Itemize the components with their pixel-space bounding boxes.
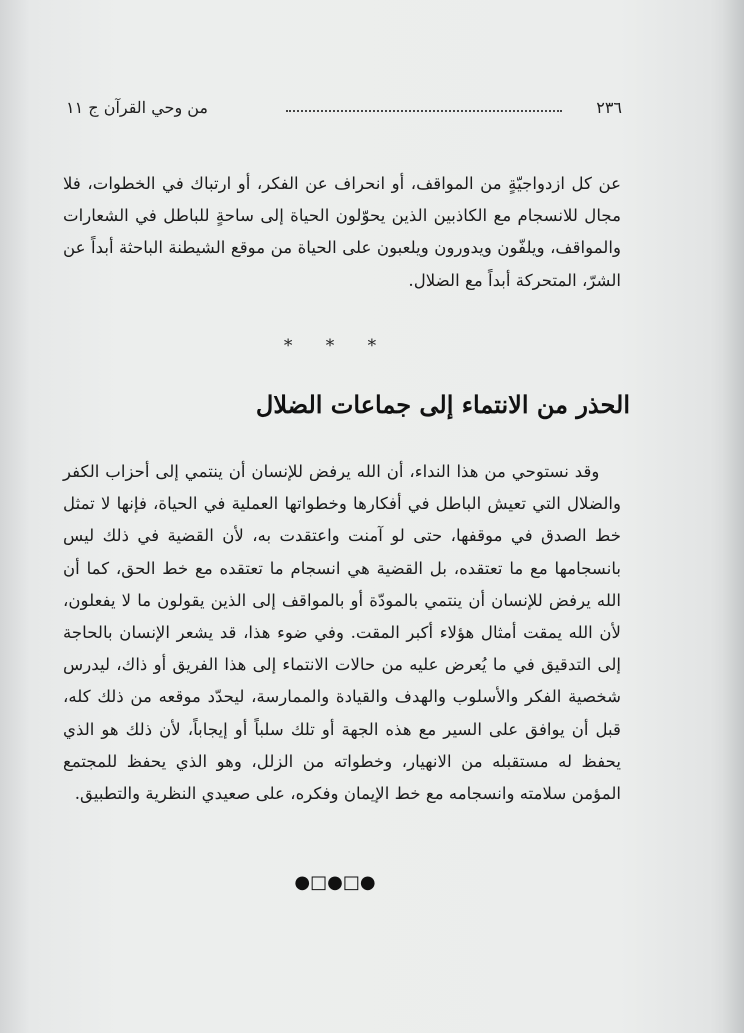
section-heading: الحذر من الانتماء إلى جماعات الضلال xyxy=(255,390,630,419)
running-title: من وحي القرآن ج ١١ xyxy=(66,98,208,117)
page-number: ٢٣٦ xyxy=(596,98,622,117)
page-edge-shadow xyxy=(722,0,744,1033)
body-paragraph-1: عن كل ازدواجيّةٍ من المواقف، أو انحراف عن الفكر، أو ارتباك في الخطوات، فلا مجال للانسجام مع الكاذبين الذين يحوّلون الحياة إلى ساحةٍ للباطل في الشعارات والمواقف، ويلفّون ويدورون ويلعبون على الحياة من موقع الشيطنة الباحثة أبداً عن الشرّ، المتحركة أبداً مع الضلال. xyxy=(63,174,621,290)
body-paragraph-2: وقد نستوحي من هذا النداء، أن الله يرفض للإنسان أن ينتمي إلى أحزاب الكفر والضلال التي تعيش الباطل في أفكارها وخطواتها العملية في الحياة، فإنها لا تمثل خط الصدق في موقفها، حتى لو آمنت واعتقدت به، لأن القضية في ذلك ليس بانسجامها مع ما تعتقده، بل القضية هي انسجام ما تعتقده مع خط الحق، كما أن الله يرفض للإنسان أن ينتمي بالمودّة أو بالمواقف إلى الذين يقولون ما لا يفعلون، لأن الله يمقت أمثال هؤلاء أكبر المقت. وفي ضوء هذا، قد يشعر الإنسان بالحاجة إلى التدقيق في ما يُعرض عليه من حالات الانتماء إلى هذا الفريق أو ذاك، ليدرس شخصية الفكر والأسلوب والهدف والقيادة والممارسة، ليحدّد موقعه من ذلك كله، قبل أن يوافق على السير مع هذه الجهة أو تلك سلباً أو إيجاباً، لأن ذلك هو الذي يحفظ له مستقبله من الانهيار، وخطواته من الزلل، وهو الذي يحفظ للمجتمع المؤمن سلامته وانسجامه مع خط الإيمان وفكره، على صعيدي النظرية والتطبيق. xyxy=(63,462,621,804)
header-dotted-leader xyxy=(286,110,562,112)
end-ornament: ●□●□● xyxy=(294,872,376,893)
asterisk-separator: * * * xyxy=(283,336,391,356)
page-header xyxy=(66,96,622,128)
